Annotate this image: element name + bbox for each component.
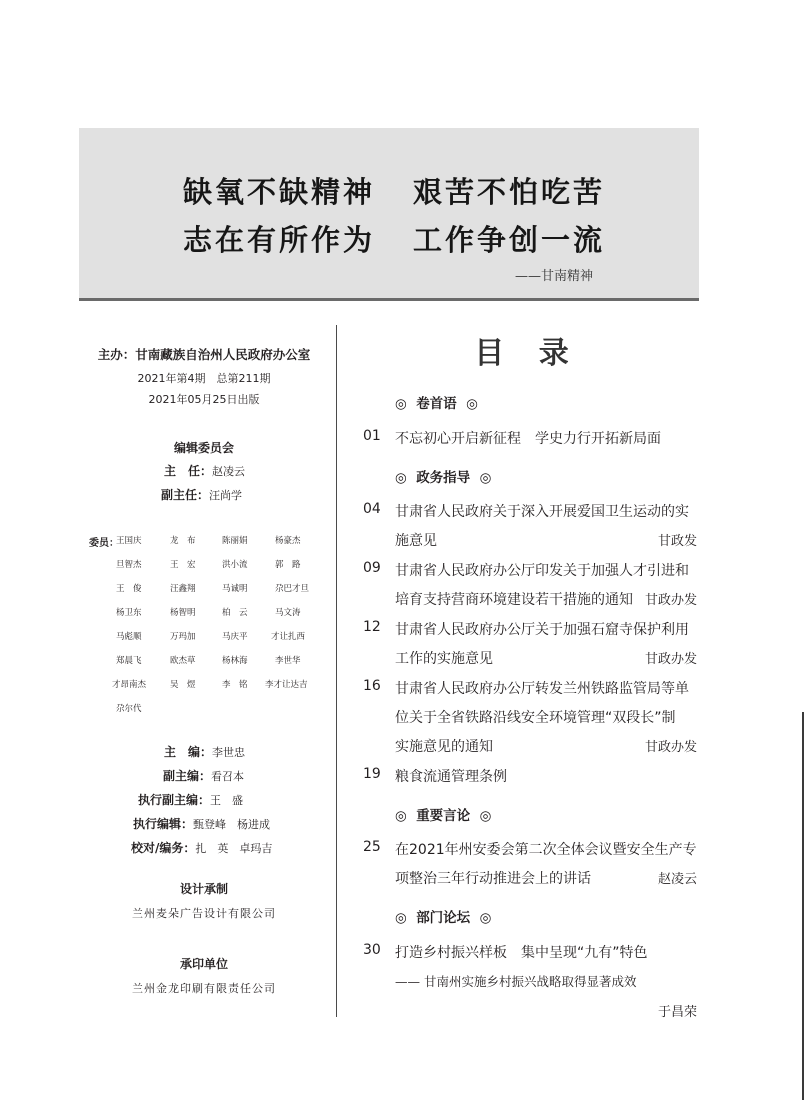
toc-entry-title[interactable]: 打造乡村振兴样板 集中呈现“九有”特色 [395, 945, 648, 961]
design-company: 兰州麦朵广告设计有限公司 [132, 907, 276, 920]
toc-entry-author: 甘政发 [657, 534, 697, 549]
bullseye-icon: ◎ [479, 910, 492, 926]
deputy-chief-row [163, 767, 244, 784]
toc-entry-author: 于昌荣 [657, 1005, 697, 1020]
toc-entry-title[interactable]: 在2021年州安委会第二次全体会议暨安全生产专 [395, 842, 697, 858]
director-label: 主 任： [164, 464, 213, 478]
member-name: 郑晨飞 [116, 656, 142, 666]
member-name: 杨豪杰 [275, 536, 301, 546]
member-name: 吴 煜 [170, 680, 196, 690]
member-name: 龙 布 [170, 536, 196, 546]
toc-entry-subtitle: —— 甘南州实施乡村振兴战略取得显著成效 [395, 974, 637, 989]
toc-page-number: 25 [363, 839, 381, 855]
editorial-committee-heading: 编辑委员会 [173, 441, 234, 455]
toc-entry-title[interactable]: 不忘初心开启新征程 学史力行开拓新局面 [395, 431, 661, 447]
design-heading: 设计承制 [179, 882, 228, 896]
toc-page-number: 04 [363, 501, 381, 517]
member-name: 洪小流 [222, 560, 248, 570]
bullseye-icon: ◎ [395, 396, 407, 412]
toc-entry-author: 甘政办发 [644, 593, 697, 608]
member-name: 陈丽娟 [222, 536, 248, 546]
member-name: 马彪顺 [116, 632, 142, 642]
section-heading [395, 906, 491, 926]
toc-entry-title[interactable]: 甘肃省人民政府关于深入开展爱国卫生运动的实 [395, 504, 689, 520]
toc-entry-title[interactable]: 甘肃省人民政府办公厅印发关于加强人才引进和 [395, 563, 689, 579]
page-edge-line [802, 712, 804, 1100]
section-title: 重要言论 [416, 808, 471, 824]
deputy-director-name: 汪尚学 [209, 489, 243, 502]
bullseye-icon: ◎ [395, 808, 407, 824]
toc-entry-title[interactable]: 甘肃省人民政府办公厅转发兰州铁路监管局等单 [395, 681, 689, 697]
member-name: 才让扎西 [271, 632, 306, 642]
toc-title: 目 录 [474, 336, 581, 371]
section-title: 部门论坛 [416, 910, 471, 926]
proof-row [131, 839, 272, 856]
section-heading [395, 392, 478, 412]
toc-page-number: 12 [363, 619, 381, 635]
exec-deputy-label: 执行副主编： [138, 793, 211, 807]
director-name: 赵凌云 [212, 465, 246, 478]
member-name: 欧杰草 [170, 656, 196, 666]
bullseye-icon: ◎ [479, 808, 492, 824]
column-divider [336, 325, 337, 1017]
exec-editor-name: 甄登峰 杨进成 [193, 818, 271, 831]
members-label: 委员： [89, 538, 119, 549]
slogan-phrase: 志在有所作为 [183, 223, 376, 257]
member-name: 汪鑫翔 [170, 584, 196, 594]
bullseye-icon: ◎ [395, 470, 407, 486]
toc-page-number: 09 [363, 560, 381, 576]
toc-entry-author: 甘政办发 [644, 740, 697, 755]
slogan-phrase: 缺氧不缺精神 [183, 175, 376, 209]
toc-entry-title[interactable]: 粮食流通管理条例 [395, 769, 507, 785]
proof-name: 扎 英 卓玛吉 [195, 842, 273, 855]
bullseye-icon: ◎ [395, 910, 407, 926]
toc-entry-author: 赵凌云 [657, 872, 697, 887]
slogan-banner [79, 128, 699, 301]
slogan-phrase: 工作争创一流 [413, 223, 606, 257]
member-name: 杨智明 [170, 608, 196, 618]
member-name: 尕尔代 [116, 704, 142, 714]
slogan-line-1 [183, 170, 605, 211]
deputy-director-row [161, 486, 242, 503]
member-name: 李世华 [275, 656, 301, 666]
member-name: 马文涛 [275, 608, 301, 618]
member-name: 王 宏 [170, 560, 196, 570]
issue-number: 2021年第4期 总第211期 [137, 372, 271, 385]
member-name: 李 铭 [222, 680, 248, 690]
proof-label: 校对/编务： [131, 841, 196, 855]
member-name: 万玛加 [170, 632, 196, 642]
slogan-line-2 [183, 218, 605, 259]
publication-date: 2021年05月25日出版 [148, 393, 260, 406]
exec-deputy-name: 王 盛 [210, 794, 244, 807]
deputy-director-label: 副主任： [161, 488, 210, 502]
member-name: 杨林海 [222, 656, 248, 666]
exec-deputy-row [138, 791, 243, 808]
member-name: 尕巴才旦 [275, 584, 310, 594]
toc-page-number: 30 [363, 942, 381, 958]
toc-entry-title[interactable]: 实施意见的通知 [395, 739, 493, 755]
deputy-chief-name: 看召本 [211, 770, 245, 783]
member-name: 李才让达吉 [265, 680, 308, 690]
exec-editor-row [133, 815, 270, 832]
member-name: 王国庆 [116, 536, 142, 546]
chief-editor-name: 李世忠 [212, 746, 246, 759]
toc-entry-author: 甘政办发 [644, 652, 697, 667]
deputy-chief-label: 副主编： [163, 769, 212, 783]
slogan-signature: ——甘南精神 [514, 269, 593, 284]
toc-page-number: 01 [363, 428, 381, 444]
toc-entry-title[interactable]: 施意见 [395, 533, 437, 549]
sponsor: 主办：甘南藏族自治州人民政府办公室 [97, 347, 311, 362]
toc-entry-title[interactable]: 位关于全省铁路沿线安全环境管理“双段长”制 [395, 710, 676, 726]
section-title: 卷首语 [416, 396, 457, 412]
slogan-phrase: 艰苦不怕吃苦 [413, 175, 606, 209]
member-name: 王 俊 [116, 584, 142, 594]
member-name: 才昂南杰 [112, 680, 147, 690]
chief-editor-row [164, 743, 245, 760]
toc-entry-title[interactable]: 培育支持营商环境建设若干措施的通知 [395, 592, 633, 608]
member-name: 马庆平 [222, 632, 248, 642]
printer-company: 兰州金龙印刷有限责任公司 [132, 982, 276, 995]
exec-editor-label: 执行编辑： [133, 817, 194, 831]
member-name: 柏 云 [222, 608, 248, 618]
bullseye-icon: ◎ [479, 470, 492, 486]
toc-page-number: 16 [363, 678, 381, 694]
member-name: 旦智杰 [116, 560, 142, 570]
member-name: 杨卫东 [116, 608, 142, 618]
bullseye-icon: ◎ [466, 396, 478, 412]
toc-page-number: 19 [363, 766, 381, 782]
toc-entry-title[interactable]: 项整治三年行动推进会上的讲话 [395, 871, 591, 887]
section-heading [395, 466, 491, 486]
director-row [164, 462, 245, 479]
printer-heading: 承印单位 [179, 957, 228, 971]
section-heading [395, 804, 491, 824]
chief-editor-label: 主 编： [164, 745, 213, 759]
toc-entry-title[interactable]: 甘肃省人民政府办公厅关于加强石窟寺保护利用 [395, 622, 689, 638]
section-title: 政务指导 [416, 470, 471, 486]
toc-entry-title[interactable]: 工作的实施意见 [395, 651, 493, 667]
member-name: 马诚明 [222, 584, 248, 594]
member-name: 郭 路 [275, 560, 301, 570]
